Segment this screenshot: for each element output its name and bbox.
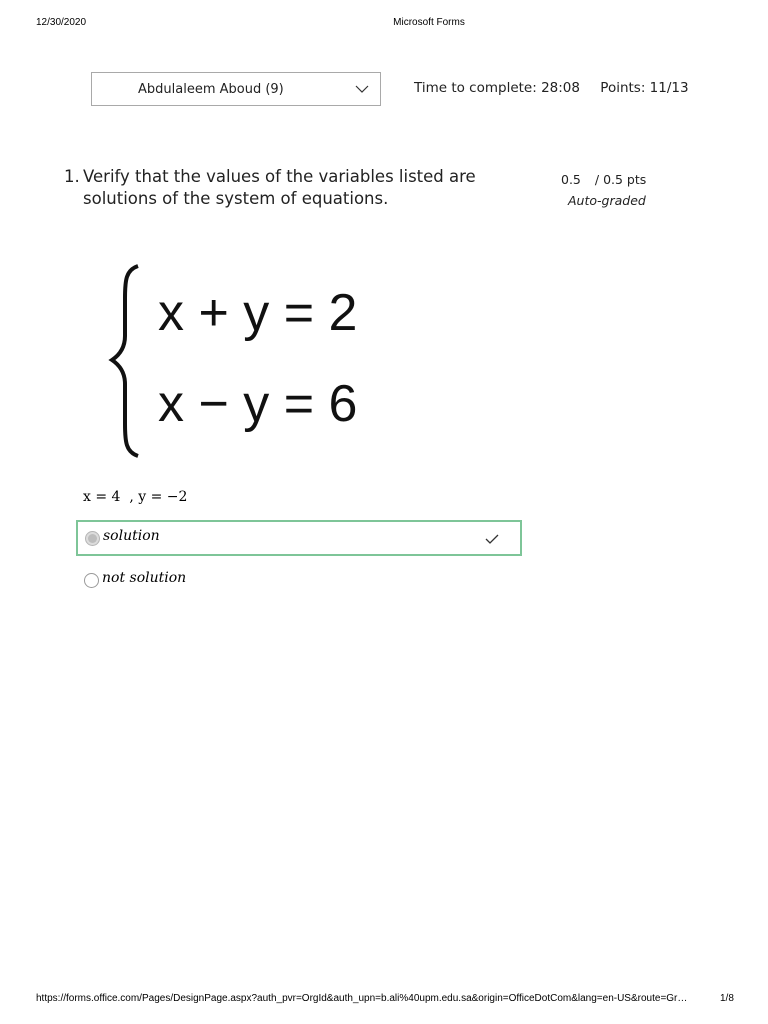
option-not-solution[interactable] xyxy=(76,563,522,599)
points-possible: / 0.5 pts xyxy=(594,172,647,187)
equation-1: x + y = 2 xyxy=(158,284,358,342)
left-brace xyxy=(112,266,138,456)
given-values: x = 4 , y = −2 xyxy=(83,489,188,505)
question-points xyxy=(561,172,646,187)
option-label: not solution xyxy=(102,570,187,586)
responder-dropdown[interactable] xyxy=(91,72,381,106)
equation-2: x − y = 6 xyxy=(158,375,358,433)
points-earned: 0.5 xyxy=(561,172,581,187)
page-number: 1/8 xyxy=(720,993,734,1004)
option-solution[interactable] xyxy=(76,520,522,556)
question-text: Verify that the values of the variables listed are solutions of the system of equations. xyxy=(83,167,476,208)
option-label: solution xyxy=(103,528,160,544)
auto-graded-label: Auto-graded xyxy=(568,193,646,208)
radio-selected[interactable] xyxy=(85,531,100,546)
responder-selected-value: Abdulaleem Aboud (9) xyxy=(138,82,284,97)
total-points: Points: 11/13 xyxy=(600,80,689,96)
print-title: Microsoft Forms xyxy=(393,17,465,28)
print-date: 12/30/2020 xyxy=(36,17,87,28)
print-footer xyxy=(0,993,768,1007)
time-to-complete: Time to complete: 28:08 xyxy=(414,80,580,96)
equation-system-image xyxy=(108,258,370,464)
checkmark-icon xyxy=(484,532,500,546)
radio-unselected[interactable] xyxy=(84,573,99,588)
chevron-down-icon xyxy=(354,81,370,97)
page-url: https://forms.office.com/Pages/DesignPage.aspx?auth_pvr=OrgId&auth_upn=b.ali%40upm.edu.sa&origin=OfficeDotCom&lang=en-US&route=Gr… xyxy=(36,993,688,1004)
question-number: 1. xyxy=(64,167,80,186)
response-summary xyxy=(414,80,689,96)
print-header xyxy=(0,17,768,31)
